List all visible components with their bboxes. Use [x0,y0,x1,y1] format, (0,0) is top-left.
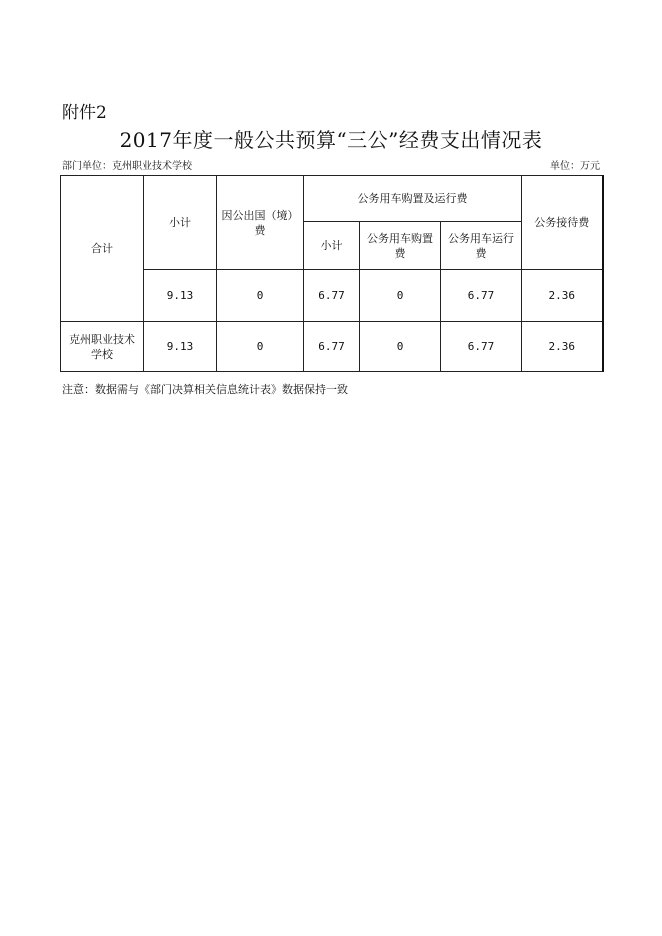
header-row-1 [61,176,603,222]
header-vehicle-purchase: 公务用车购置费 [360,222,441,270]
total-abroad: 0 [217,270,304,322]
row-subtotal: 9.13 [144,322,217,372]
total-vehicle-subtotal: 6.77 [304,270,360,322]
attachment-label: 附件2 [62,103,107,123]
row-vehicle-operation: 6.77 [441,322,522,372]
row-vehicle-subtotal: 6.77 [304,322,360,372]
header-total: 合计 [61,176,144,322]
department-label: 部门单位：克州职业技术学校 [62,161,192,172]
header-vehicle-subtotal: 小计 [304,222,360,270]
unit-label: 单位：万元 [550,161,600,172]
expense-table [60,175,604,372]
header-subtotal: 小计 [144,176,217,270]
row-abroad: 0 [217,322,304,372]
footnote: 注意：数据需与《部门决算相关信息统计表》数据保持一致 [62,383,348,396]
row-vehicle-purchase: 0 [360,322,441,372]
total-subtotal: 9.13 [144,270,217,322]
table-row [61,322,603,372]
total-vehicle-purchase: 0 [360,270,441,322]
page-title: 2017年度一般公共预算“三公”经费支出情况表 [119,128,543,152]
header-reception: 公务接待费 [522,176,603,270]
total-vehicle-operation: 6.77 [441,270,522,322]
header-vehicle-operation: 公务用车运行费 [441,222,522,270]
header-vehicle-group: 公务用车购置及运行费 [304,176,522,222]
row-reception: 2.36 [522,322,603,372]
header-abroad: 因公出国（境）费 [217,176,304,270]
row-name: 克州职业技术学校 [61,322,144,372]
total-reception: 2.36 [522,270,603,322]
